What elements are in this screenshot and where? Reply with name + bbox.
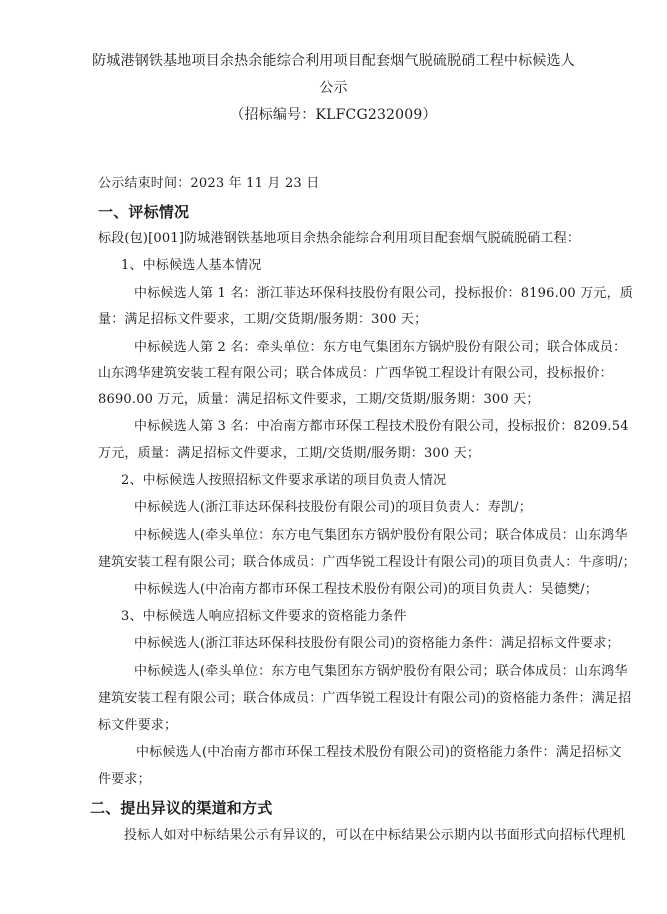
objection-paragraph-line1: 投标人如对中标结果公示有异议的，可以在中标结果公示期内以书面形式向招标代理机 [124, 828, 626, 843]
qualification-candidate2-line1: 中标候选人(牵头单位：东方电气集团东方锅炉股份有限公司；联合体成员：山东鸿华 [134, 664, 628, 679]
tender-number: （招标编号：KLFCG232009） [230, 107, 437, 123]
qualification-candidate2-line2: 建筑安装工程有限公司；联合体成员：广西华锐工程设计有限公司)的资格能力条件：满足招 [98, 691, 632, 706]
section1-heading: 一、评标情况 [98, 203, 190, 221]
sub1-heading: 1、中标候选人基本情况 [121, 258, 262, 273]
document-title-line2: 公示 [319, 80, 348, 96]
section2-heading: 二、提出异议的渠道和方式 [90, 799, 273, 817]
candidate2-line2: 山东鸿华建筑安装工程有限公司；联合体成员：广西华锐工程设计有限公司，投标报价： [98, 366, 613, 381]
lot-line: 标段(包)[001]防城港钢铁基地项目余热余能综合利用项目配套烟气脱硫脱硝工程： [98, 231, 581, 246]
candidate2-line3: 8690.00 万元，质量：满足招标文件要求，工期/交货期/服务期：300 天； [98, 392, 540, 407]
qualification-candidate1: 中标候选人(浙江菲达环保科技股份有限公司)的资格能力条件：满足招标文件要求； [134, 636, 620, 651]
publicity-end-time: 公示结束时间：2023 年 11 月 23 日 [98, 176, 320, 191]
sub3-heading: 3、中标候选人响应招标文件要求的资格能力条件 [121, 609, 407, 624]
candidate3-line2: 万元，质量：满足招标文件要求，工期/交货期/服务期：300 天； [98, 446, 481, 461]
qualification-candidate3-line2: 件要求； [98, 772, 151, 787]
sub2-heading: 2、中标候选人按照招标文件要求承诺的项目负责人情况 [121, 473, 447, 488]
qualification-candidate3-line1: 中标候选人(中冶南方都市环保工程技术股份有限公司)的资格能力条件：满足招标文 [136, 745, 622, 760]
candidate2-line1: 中标候选人第 2 名：牵头单位：东方电气集团东方锅炉股份有限公司；联合体成员： [134, 340, 627, 355]
manager-candidate1: 中标候选人(浙江菲达环保科技股份有限公司)的项目负责人：寿凯/； [134, 500, 532, 515]
qualification-candidate2-line3: 标文件要求； [98, 718, 178, 733]
candidate3-line1: 中标候选人第 3 名：中冶南方都市环保工程技术股份有限公司，投标报价：8209.54 [134, 419, 629, 434]
document-title-line1: 防城港钢铁基地项目余热余能综合利用项目配套烟气脱硫脱硝工程中标候选人 [92, 53, 575, 69]
candidate1-line1: 中标候选人第 1 名：浙江菲达环保科技股份有限公司，投标报价：8196.00 万元，质 [134, 286, 634, 301]
manager-candidate2-line1: 中标候选人(牵头单位：东方电气集团东方锅炉股份有限公司；联合体成员：山东鸿华 [134, 528, 628, 543]
candidate1-line2: 量：满足招标文件要求，工期/交货期/服务期：300 天； [98, 312, 428, 327]
manager-candidate3: 中标候选人(中冶南方都市环保工程技术股份有限公司)的项目负责人：吴德樊/； [134, 582, 598, 597]
manager-candidate2-line2: 建筑安装工程有限公司；联合体成员：广西华锐工程设计有限公司)的项目负责人：牛彦明/； [98, 555, 636, 570]
